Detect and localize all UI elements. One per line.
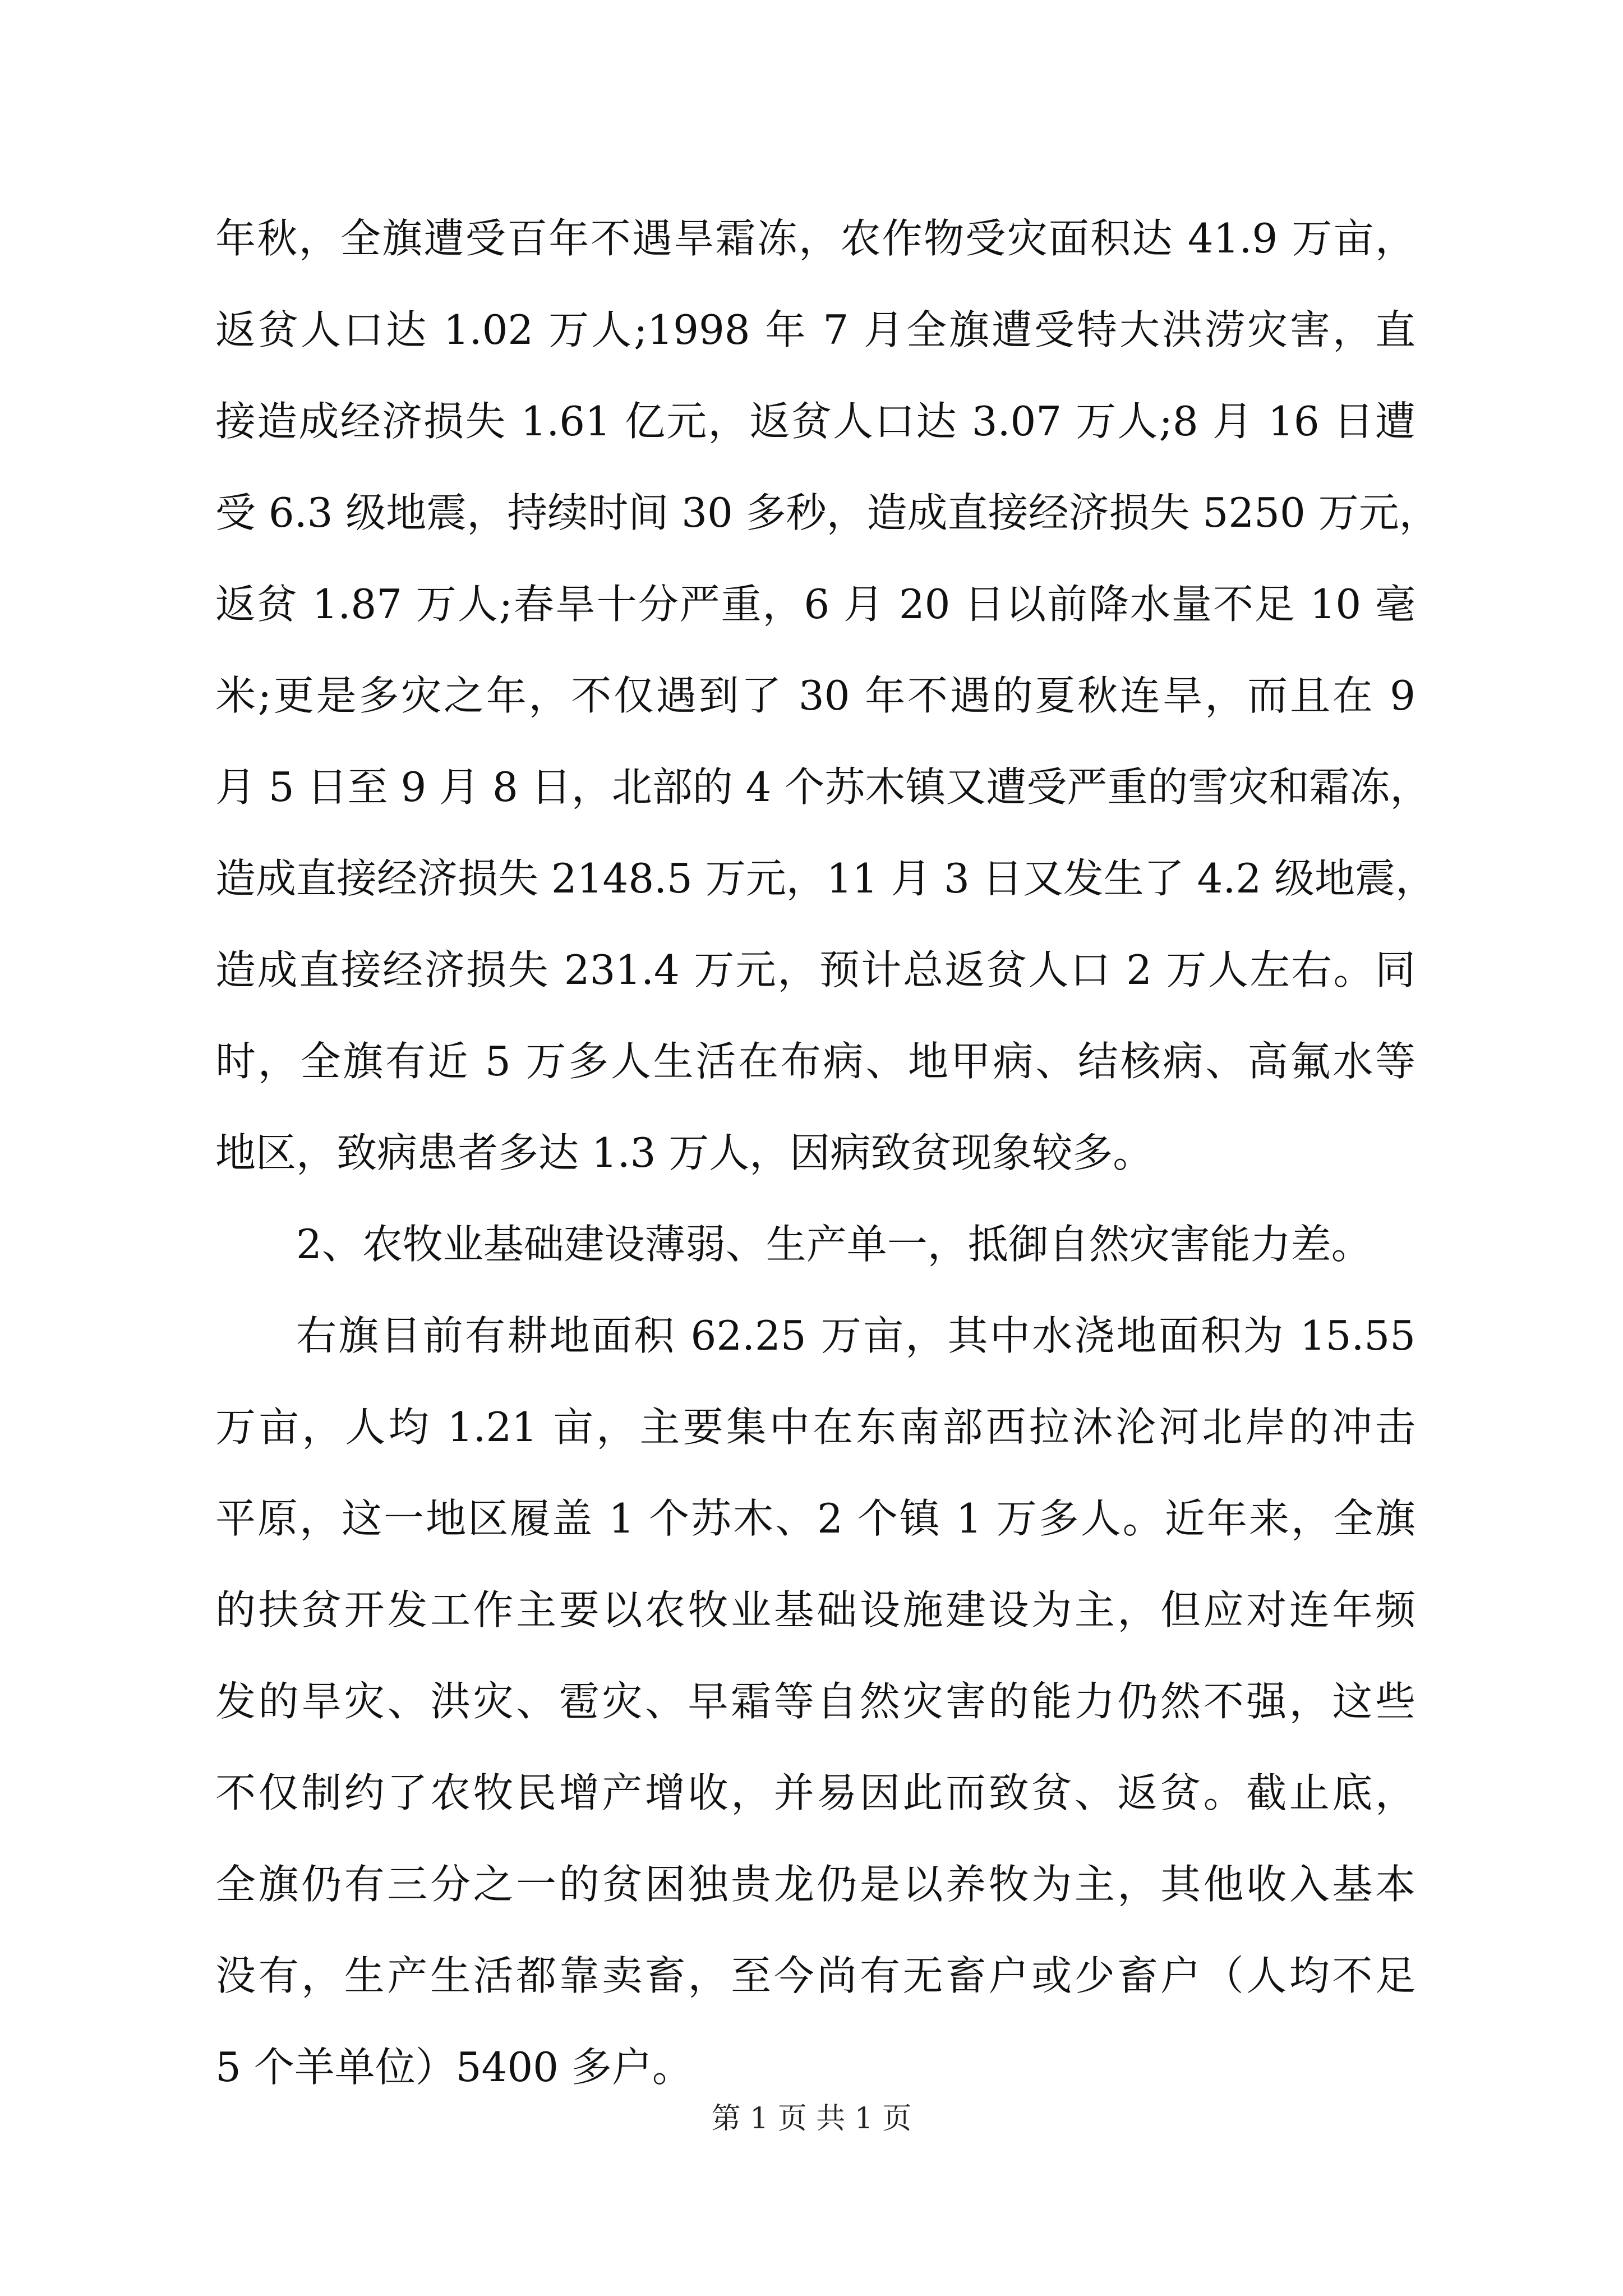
body-line-7: 月 5 日至 9 月 8 日，北部的 4 个苏木镇又遭受严重的雪灾和霜冻， xyxy=(215,763,1431,811)
body-line-5: 返贫 1.87 万人;春旱十分严重，6 月 20 日以前降水量不足 10 毫 xyxy=(215,581,1415,628)
body-line-10: 时，全旗有近 5 万多人生活在布病、地甲病、结核病、高氟水等 xyxy=(215,1038,1415,1085)
body-line-1: 年秋，全旗遭受百年不遇旱霜冻，农作物受灾面积达 41.9 万亩， xyxy=(215,215,1415,262)
body-line-20: 没有，生产生活都靠卖畜，至今尚有无畜户或少畜户（人均不足 xyxy=(215,1952,1415,1999)
body-line-16: 的扶贫开发工作主要以农牧业基础设施建设为主，但应对连年频 xyxy=(215,1586,1415,1634)
body-line-8: 造成直接经济损失 2148.5 万元，11 月 3 日又发生了 4.2 级地震， xyxy=(215,855,1436,902)
body-line-15: 平原，这一地区履盖 1 个苏木、2 个镇 1 万多人。近年来，全旗 xyxy=(215,1495,1415,1542)
body-line-3: 接造成经济损失 1.61 亿元，返贫人口达 3.07 万人;8 月 16 日遭 xyxy=(215,398,1415,445)
body-line-19: 全旗仍有三分之一的贫困独贵龙仍是以养牧为主，其他收入基本 xyxy=(215,1861,1415,1908)
body-line-18: 不仅制约了农牧民增产增收，并易因此而致贫、返贫。截止底， xyxy=(215,1769,1415,1816)
body-line-9: 造成直接经济损失 231.4 万元，预计总返贫人口 2 万人左右。同 xyxy=(215,946,1415,993)
body-line-14: 万亩，人均 1.21 亩，主要集中在东南部西拉沐沦河北岸的冲击 xyxy=(215,1404,1415,1451)
body-line-13: 右旗目前有耕地面积 62.25 万亩，其中水浇地面积为 15.55 xyxy=(296,1312,1415,1359)
body-line-11: 地区，致病患者多达 1.3 万人，因病致贫现象较多。 xyxy=(215,1129,1154,1176)
body-line-21: 5 个羊单位）5400 多户。 xyxy=(215,2044,693,2091)
body-line-6: 米;更是多灾之年，不仅遇到了 30 年不遇的夏秋连旱，而且在 9 xyxy=(215,672,1415,719)
body-line-17: 发的旱灾、洪灾、雹灾、早霜等自然灾害的能力仍然不强，这些 xyxy=(215,1678,1415,1725)
body-line-2: 返贫人口达 1.02 万人;1998 年 7 月全旗遭受特大洪涝灾害，直 xyxy=(215,306,1415,353)
body-line-4: 受 6.3 级地震，持续时间 30 多秒，造成直接经济损失 5250 万元， xyxy=(215,489,1440,536)
page-number-footer: 第 1 页 共 1 页 xyxy=(711,2102,912,2136)
section-heading: 2、农牧业基础建设薄弱、生产单一，抵御自然灾害能力差。 xyxy=(296,1221,1372,1268)
